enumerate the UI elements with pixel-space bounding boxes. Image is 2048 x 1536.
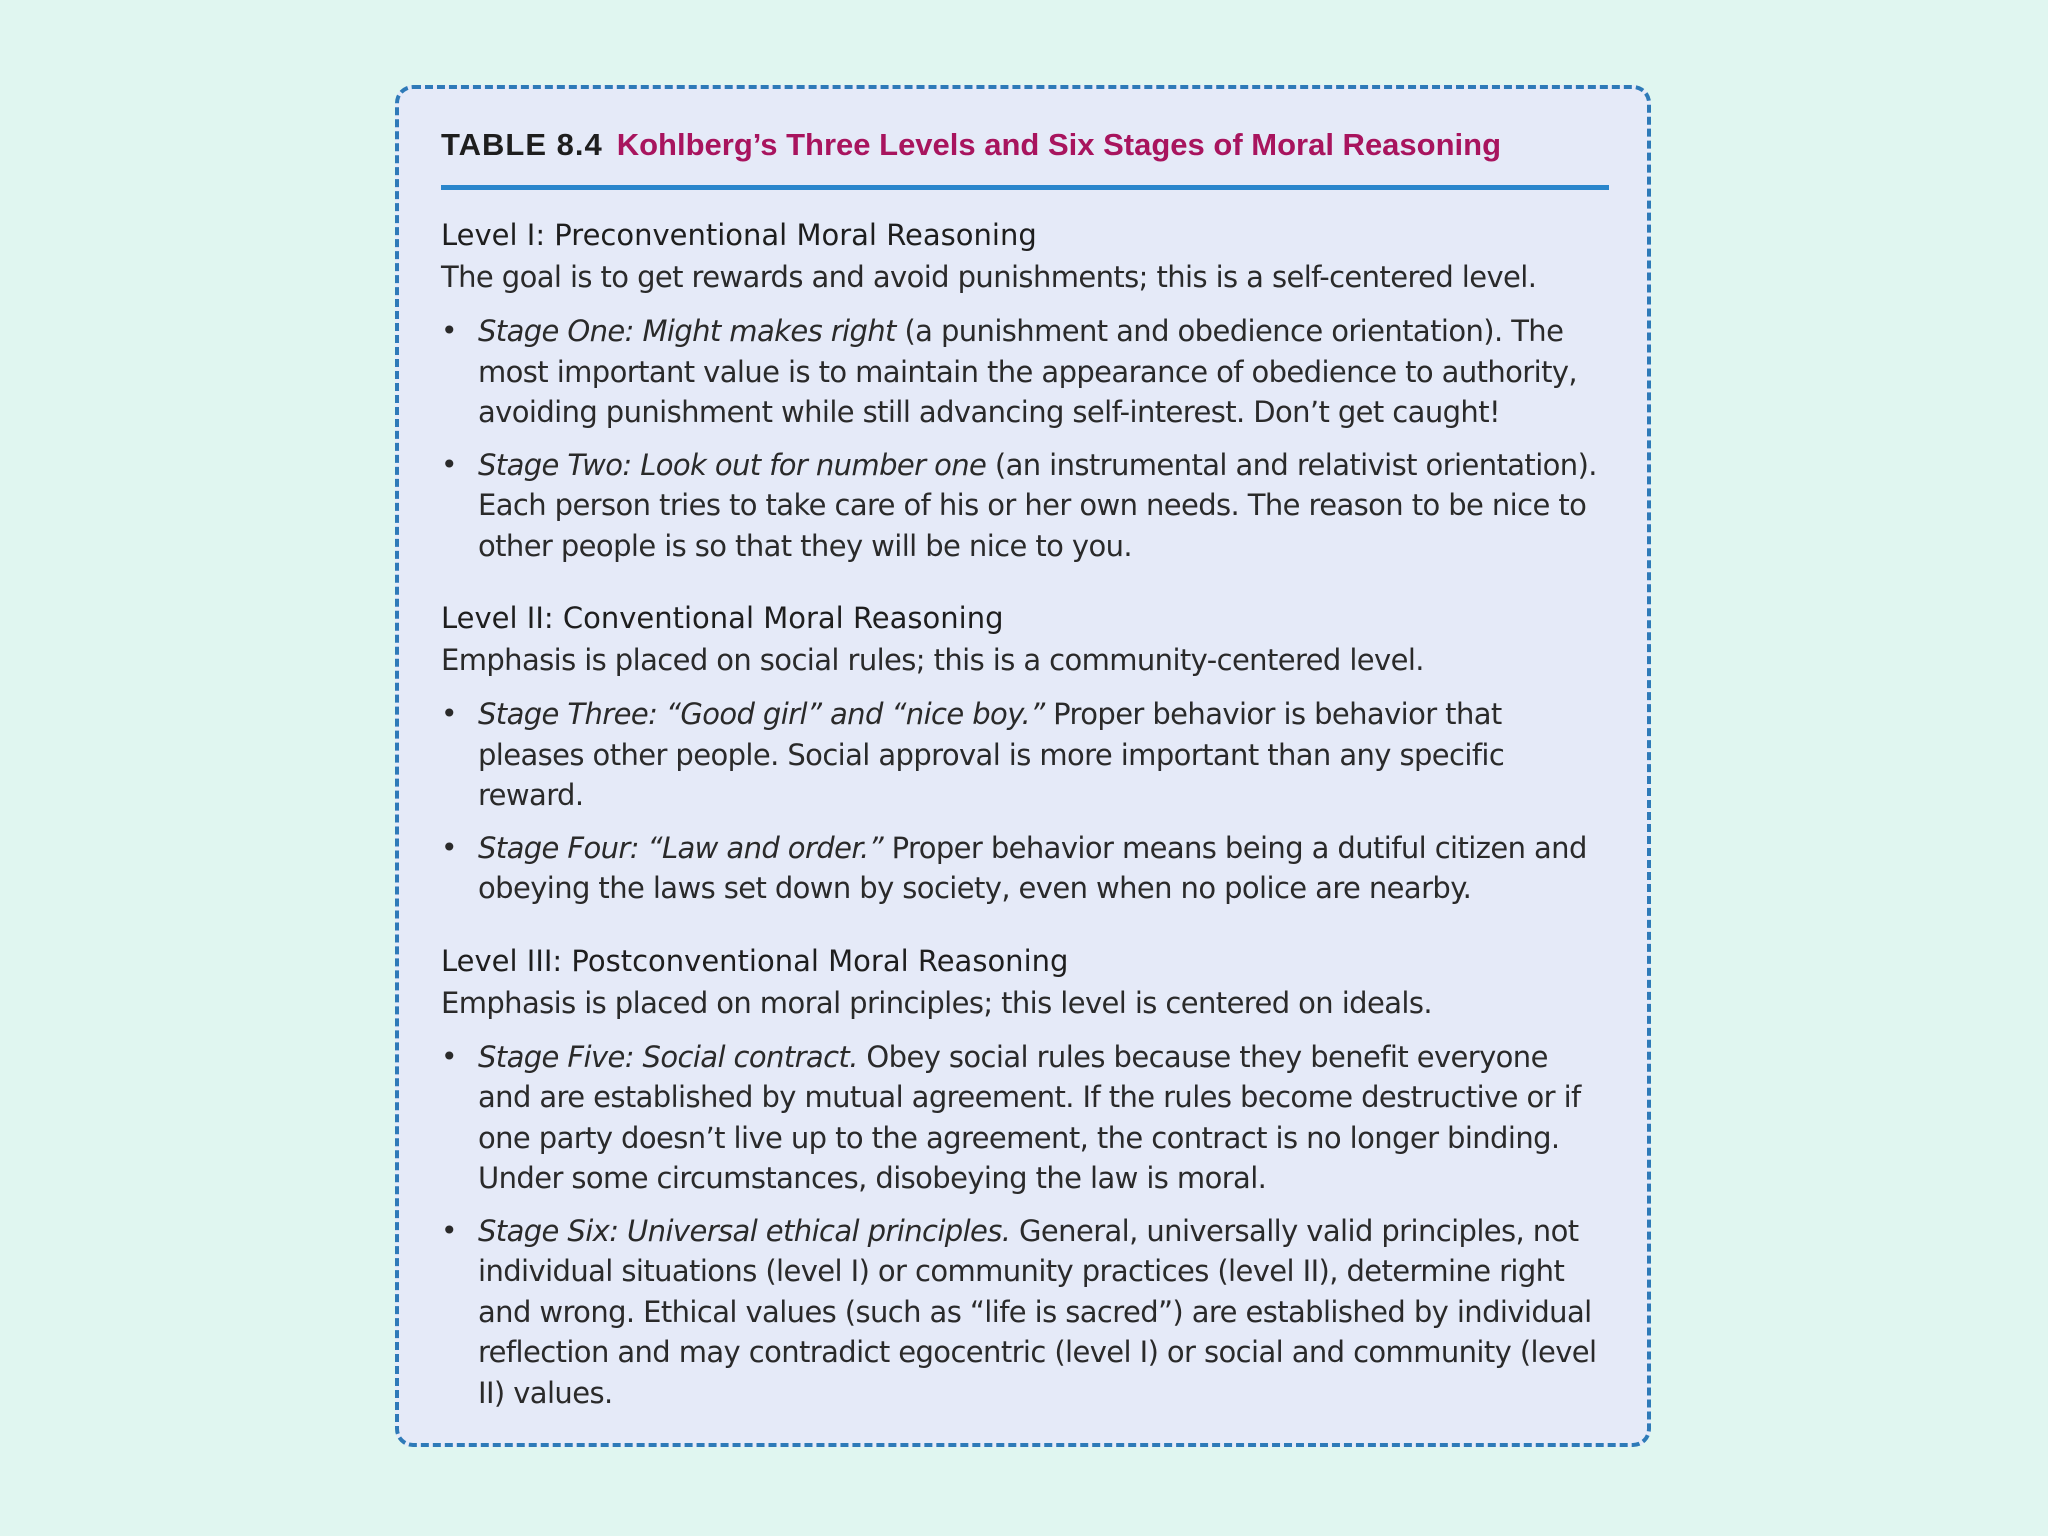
stage-one-name: Stage One: Might makes right: [478, 314, 896, 348]
level-2-description: Emphasis is placed on social rules; this is a community-centered level.: [441, 643, 1424, 677]
bullet-icon: •: [441, 1213, 457, 1247]
level-2-heading: Level II: Conventional Moral Reasoning: [441, 601, 1004, 635]
stage-six-name: Stage Six: Universal ethical principles.: [478, 1213, 1011, 1248]
stage-five-name: Stage Five: Social contract.: [478, 1039, 858, 1074]
bullet-icon: •: [441, 1039, 457, 1073]
stage-three-item: [441, 694, 1609, 816]
stage-five-item: [441, 1037, 1609, 1199]
table-panel: [395, 85, 1651, 1447]
table-number: TABLE 8.4: [441, 127, 603, 162]
stage-four-text: Proper behavior means being a dutiful citizen and obeying the laws set down by society, even when no police are nearby.: [478, 830, 1587, 905]
level-2-section: [441, 598, 1609, 909]
bullet-icon: •: [441, 830, 457, 864]
stage-four-name: Stage Four: “Law and order.”: [478, 830, 884, 865]
stage-one-item: [441, 311, 1609, 433]
stage-two-item: [441, 445, 1609, 567]
stage-three-name: Stage Three: “Good girl” and “nice boy.”: [478, 697, 1045, 731]
level-3-heading: Level III: Postconventional Moral Reasoning: [441, 943, 1069, 978]
stage-two-text: (an instrumental and relativist orientation). Each person tries to take care of his or her own needs. The reason to be nice to other people is so that they will be nice to you.: [478, 447, 1597, 563]
stage-one-text: (a punishment and obedience orientation). The most important value is to maintain the appearance of obedience to authority, avoiding punishment while still advancing self-interest. Don’t get caught!: [478, 314, 1578, 429]
table-title-row: [441, 89, 1609, 190]
table-title: Kohlberg’s Three Levels and Six Stages of Moral Reasoning: [616, 127, 1502, 162]
stage-three-text: Proper behavior is behavior that pleases other people. Social approval is more important than any specific reward.: [478, 697, 1505, 812]
bullet-icon: •: [441, 314, 457, 347]
stage-six-item: [441, 1211, 1609, 1414]
stage-five-text: Obey social rules because they benefit everyone and are established by mutual agreement. If the rules become destructive or if one party doesn’t live up to the agreement, the contract is no longer binding. Under some circumstances, disobeying the law is moral.: [478, 1039, 1581, 1195]
level-1-description: The goal is to get rewards and avoid punishments; this is a self-centered level.: [441, 260, 1537, 294]
bullet-icon: •: [441, 697, 457, 730]
level-1-heading: Level I: Preconventional Moral Reasoning: [441, 218, 1037, 252]
table-content: [441, 89, 1609, 1413]
stage-two-name: Stage Two: Look out for number one: [478, 447, 987, 482]
level-1-section: [441, 215, 1609, 566]
level-3-section: [441, 941, 1609, 1414]
stage-six-text: General, universally valid principles, not individual situations (level I) or community practices (level II), determine right and wrong. Ethical values (such as “life is sacred”) are established by individual reflection and may contradict egocentric (level I) or social and community (level II) values.: [478, 1213, 1597, 1410]
bullet-icon: •: [441, 447, 457, 481]
stage-four-item: [441, 828, 1609, 909]
level-3-description: Emphasis is placed on moral principles; this level is centered on ideals.: [441, 985, 1432, 1020]
